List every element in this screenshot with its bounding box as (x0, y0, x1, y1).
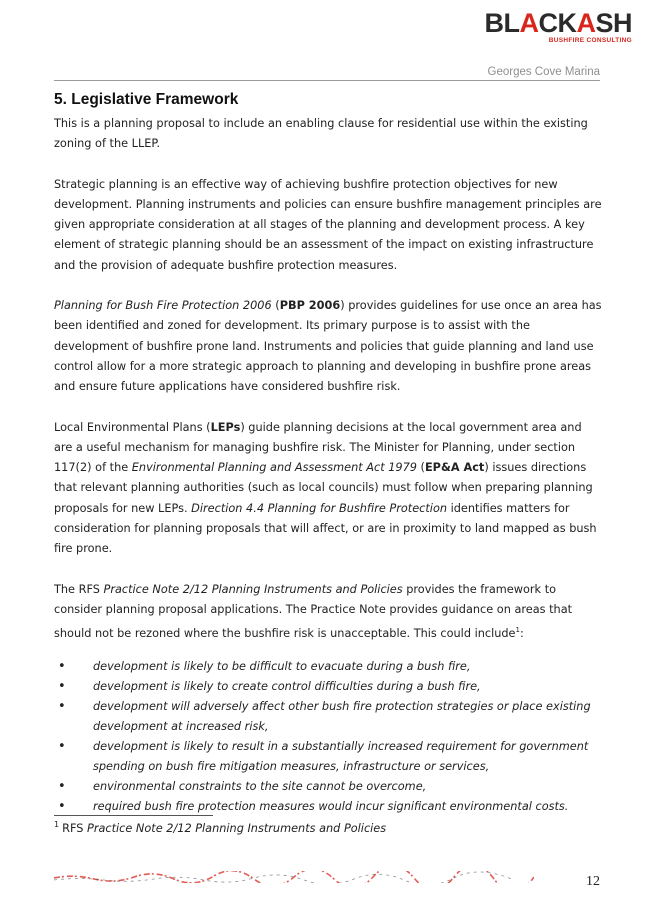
leps-abbr: LEPs (210, 420, 241, 434)
blackash-logo (460, 8, 632, 44)
risk-list (54, 657, 602, 817)
paragraph-pbp: Planning for Bush Fire Protection 2006 (PBP 2006) provides guidelines for use once an area has been identified and zoned for development. Its primary purpose is to assist with the development of bushfire prone land. Instruments and policies that guide planning and land use control allow for a more strategic approach to planning and developing in bushfire prone areas and ensure future applications have considered bushfire risk. (54, 299, 602, 394)
list-item: • development is likely to result in a substantially increased requirement for government spending on bush fire mitigation measures, infrastructure or services, (54, 737, 602, 777)
paragraph-leps: Local Environmental Plans (LEPs) guide planning decisions at the local government area and are a useful mechanism for managing bushfire risk. The Minister for Planning, under section 117(2) of the Environmental Planning and Assessment Act 1979 (EP&A Act) issues directions that relevant planning authorities (such as local councils) must follow when preparing planning proposals for new LEPs. Direction 4.4 Planning for Bushfire Protection identifies matters for consideration for planning proposals that will affect, or are in proximity to land mapped as bush fire prone. (54, 420, 597, 556)
paragraph-strategic-planning: Strategic planning is an effective way of achieving bushfire protection objectives for new development. Planning instruments and policies can ensure bushfire management principles are given appropriate consideration at all stages of the planning and development process. A key element of strategic planning should be an assessment of the impact on existing infrastructure and the provision of adequate bushfire protection measures. (54, 177, 602, 272)
list-item: • development will adversely affect other bush fire protection strategies or place existing development at increased risk, (54, 697, 602, 737)
footnote: $^1$ RFS Practice Note 2/12 Planning Instruments and Policies (54, 820, 387, 835)
pbp-abbr: PBP 2006 (279, 299, 341, 313)
header-divider (54, 80, 600, 81)
page-number: 12 (586, 874, 600, 889)
footnote-divider (54, 815, 213, 816)
list-item: • development is likely to create control difficulties during a bush fire, (54, 677, 602, 697)
footnote-number: 1 (54, 820, 60, 829)
direction-title: Direction 4.4 Planning for Bushfire Protection (191, 501, 448, 515)
decorative-fire-line (54, 871, 534, 883)
paragraph-practice-note: The RFS Practice Note 2/12 Planning Instruments and Policies provides the framework to consider planning proposal applications. The Practice Note provides guidance on areas that should not be rezoned where the bushfire risk is unacceptable. This could include$^1$: (54, 582, 573, 640)
page-content (54, 90, 602, 817)
list-item: • development is likely to be difficult to evacuate during a bush fire, (54, 657, 602, 677)
paragraph-intro: This is a planning proposal to include an enabling clause for residential use within the existing zoning of the LLEP. (54, 117, 588, 151)
logo-wordmark: BLACKASH (484, 8, 632, 38)
footnote-title: Practice Note 2/12 Planning Instruments and Policies (87, 822, 387, 835)
section-title: 5. Legislative Framework (54, 91, 239, 108)
list-item: • required bush fire protection measures would incur significant environmental costs. (54, 797, 602, 817)
logo-subtitle: BUSHFIRE CONSULTING (548, 37, 632, 44)
document-site-name: Georges Cove Marina (487, 66, 600, 78)
act-title: Environmental Planning and Assessment Act 1979 (131, 461, 417, 475)
list-item: • environmental constraints to the site cannot be overcome, (54, 777, 602, 797)
act-abbr: EP&A Act (424, 461, 485, 475)
practice-note-title: Practice Note 2/12 Planning Instruments and Policies (103, 582, 403, 596)
pbp-title: Planning for Bush Fire Protection 2006 (54, 299, 272, 313)
footnote-reference[interactable]: 1 (515, 626, 520, 635)
